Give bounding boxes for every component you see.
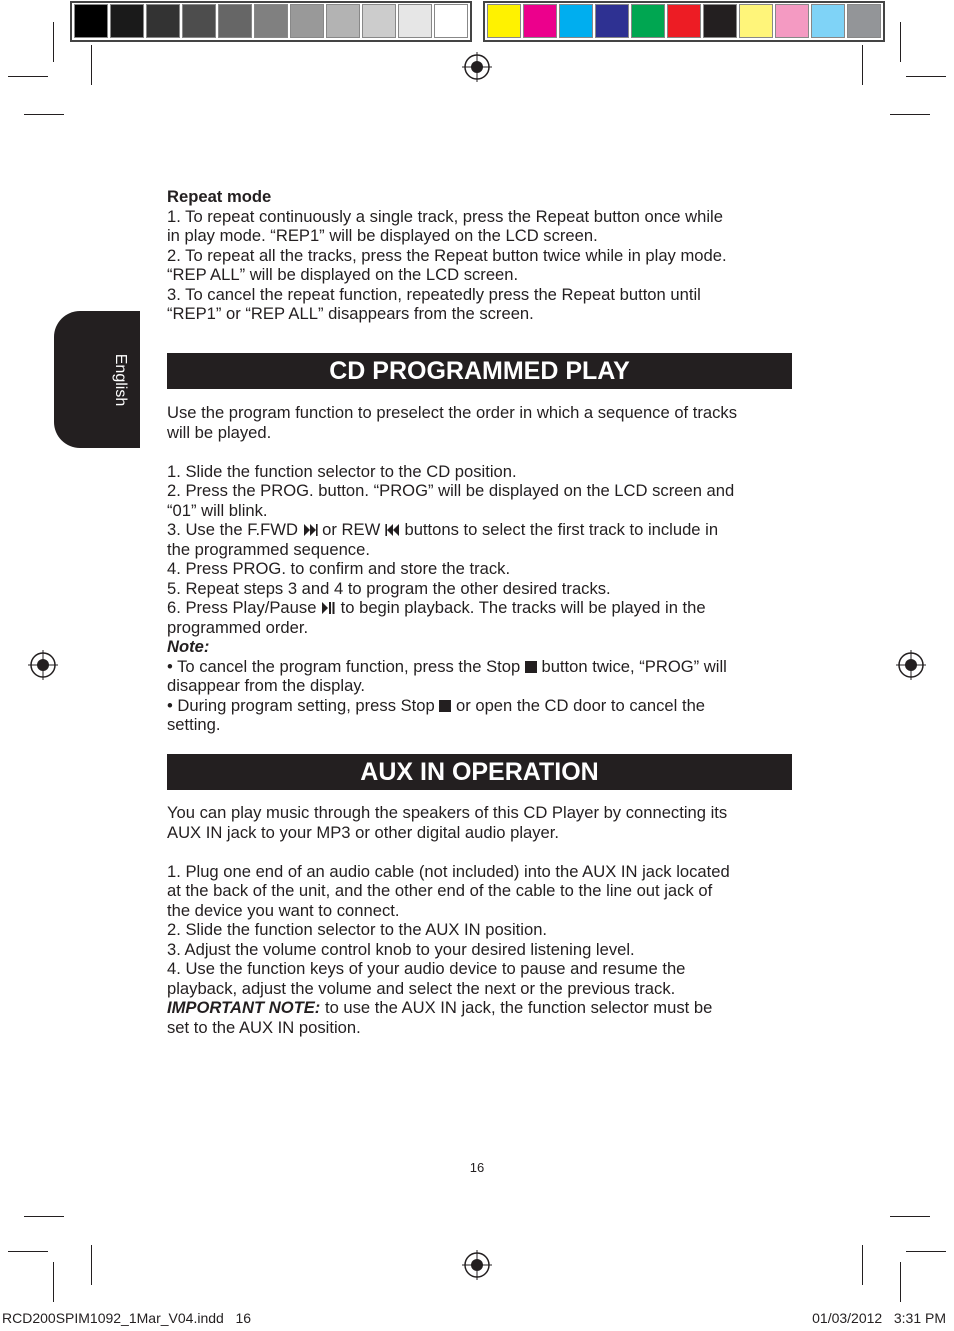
crop-mark [53,22,54,62]
registration-mark-icon [896,650,926,680]
crop-mark [24,114,64,115]
crop-mark [8,76,48,77]
repeat-mode-title: Repeat mode [167,187,272,206]
step-4: 4. Press PROG. to confirm and store the track. [167,559,511,578]
color-swatch [559,4,593,38]
important-note-cont: set to the AUX IN position. [167,1017,361,1037]
step-6-cont: programmed order. [167,617,309,637]
note-label: Note: [167,637,210,656]
aux-step-line: at the back of the unit, and the other end of the cable to the line out jack of [167,881,713,900]
color-swatch [739,4,773,38]
stop-icon [525,661,537,673]
step-6 [167,598,792,618]
slug-filename: RCD200SPIM1092_1Mar_V04.indd 16 [2,1310,252,1326]
step-3-text: buttons to select the first track to include in [399,520,719,539]
crop-mark [890,114,930,115]
crop-mark [900,1262,901,1302]
color-swatch [362,4,396,38]
repeat-mode-line: in play mode. “REP1” will be displayed on the LCD screen. [167,226,598,245]
repeat-mode-section [167,187,792,324]
color-swatch [182,4,216,38]
step-2-cont: “01” will blink. [167,500,268,520]
intro-line: You can play music through the speakers of this CD Player by connecting its [167,803,728,822]
aux-in-section [167,803,792,1037]
color-swatch [110,4,144,38]
crop-mark [890,1216,930,1217]
fast-forward-icon [303,523,318,537]
crop-mark [91,1245,92,1285]
note-1-text: button twice, “PROG” will [536,656,727,676]
crop-mark [8,1251,48,1252]
aux-step-line: 3. Adjust the volume control knob to your desired listening level. [167,939,635,959]
aux-step-line: 2. Slide the function selector to the AUX IN position. [167,920,548,939]
color-swatch [434,4,468,38]
color-swatch [703,4,737,38]
color-swatch [523,4,557,38]
note-1 [167,657,792,677]
aux-in-heading: AUX IN OPERATION [167,754,792,790]
color-swatch-bar [483,1,885,42]
step-3-text: or REW [317,520,385,539]
gray-swatch-bar [70,1,472,42]
slug-date: 01/03/2012 3:31 PM [812,1310,946,1326]
intro-line: will be played. [167,422,272,442]
rewind-icon [385,523,400,537]
color-swatch [218,4,252,38]
play-pause-icon [321,601,336,615]
color-swatch [631,4,665,38]
step-2: 2. Press the PROG. button. “PROG” will be displayed on the LCD screen and [167,481,735,500]
aux-step-line: the device you want to connect. [167,900,400,920]
intro-line: Use the program function to preselect the order in which a sequence of tracks [167,403,738,422]
color-swatch [811,4,845,38]
crop-mark [53,1262,54,1302]
step-1: 1. Slide the function selector to the CD position. [167,461,517,481]
repeat-mode-line: “REP ALL” will be displayed on the LCD screen. [167,265,519,284]
crop-mark [906,1251,946,1252]
intro-line: AUX IN jack to your MP3 or other digital audio player. [167,822,559,842]
color-swatch [254,4,288,38]
color-swatch [595,4,629,38]
color-swatch [667,4,701,38]
step-5: 5. Repeat steps 3 and 4 to program the other desired tracks. [167,578,611,598]
repeat-mode-line: 1. To repeat continuously a single track, press the Repeat button once while [167,206,723,226]
note-2-cont: setting. [167,715,221,734]
registration-mark-icon [462,1250,492,1280]
color-swatch [326,4,360,38]
color-swatch [74,4,108,38]
aux-step-line: 1. Plug one end of an audio cable (not included) into the AUX IN jack located [167,861,730,881]
color-swatch [775,4,809,38]
crop-mark [862,45,863,85]
repeat-mode-line: 2. To repeat all the tracks, press the Repeat button twice while in play mode. [167,245,727,265]
crop-mark [24,1216,64,1217]
note-2-text: • During program setting, press Stop [167,695,440,715]
page-number: 16 [469,1160,485,1175]
repeat-mode-line: “REP1” or “REP ALL” disappears from the screen. [167,304,534,323]
color-swatch [146,4,180,38]
color-swatch [290,4,324,38]
language-tab-label: English [112,353,129,407]
note-2 [167,696,792,716]
aux-step-line: playback, adjust the volume and select the next or the previous track. [167,978,676,998]
aux-step-line: 4. Use the function keys of your audio device to pause and resume the [167,959,686,978]
registration-mark-icon [462,52,492,82]
stop-icon [439,700,451,712]
crop-mark [900,22,901,62]
step-3-text: 3. Use the F.FWD [167,520,303,539]
step-3 [167,520,792,540]
step-6-text: 6. Press Play/Pause [167,598,322,617]
important-note [167,998,792,1018]
note-1-cont: disappear from the display. [167,676,365,695]
registration-mark-icon [28,650,58,680]
cd-programmed-play-section [167,403,792,735]
color-swatch [487,4,521,38]
note-1-text: • To cancel the program function, press the Stop [167,656,525,676]
color-swatch [398,4,432,38]
step-6-text: to begin playback. The tracks will be played in the [336,598,706,617]
repeat-mode-line: 3. To cancel the repeat function, repeatedly press the Repeat button until [167,284,701,304]
important-note-label: IMPORTANT NOTE: [167,998,321,1017]
important-note-text: to use the AUX IN jack, the function selector must be [320,998,713,1017]
color-swatch [847,4,881,38]
cd-programmed-play-heading: CD PROGRAMMED PLAY [167,353,792,389]
crop-mark [906,76,946,77]
note-2-text: or open the CD door to cancel the [451,695,706,715]
crop-mark [91,45,92,85]
crop-mark [862,1245,863,1285]
step-3-cont: the programmed sequence. [167,539,370,559]
